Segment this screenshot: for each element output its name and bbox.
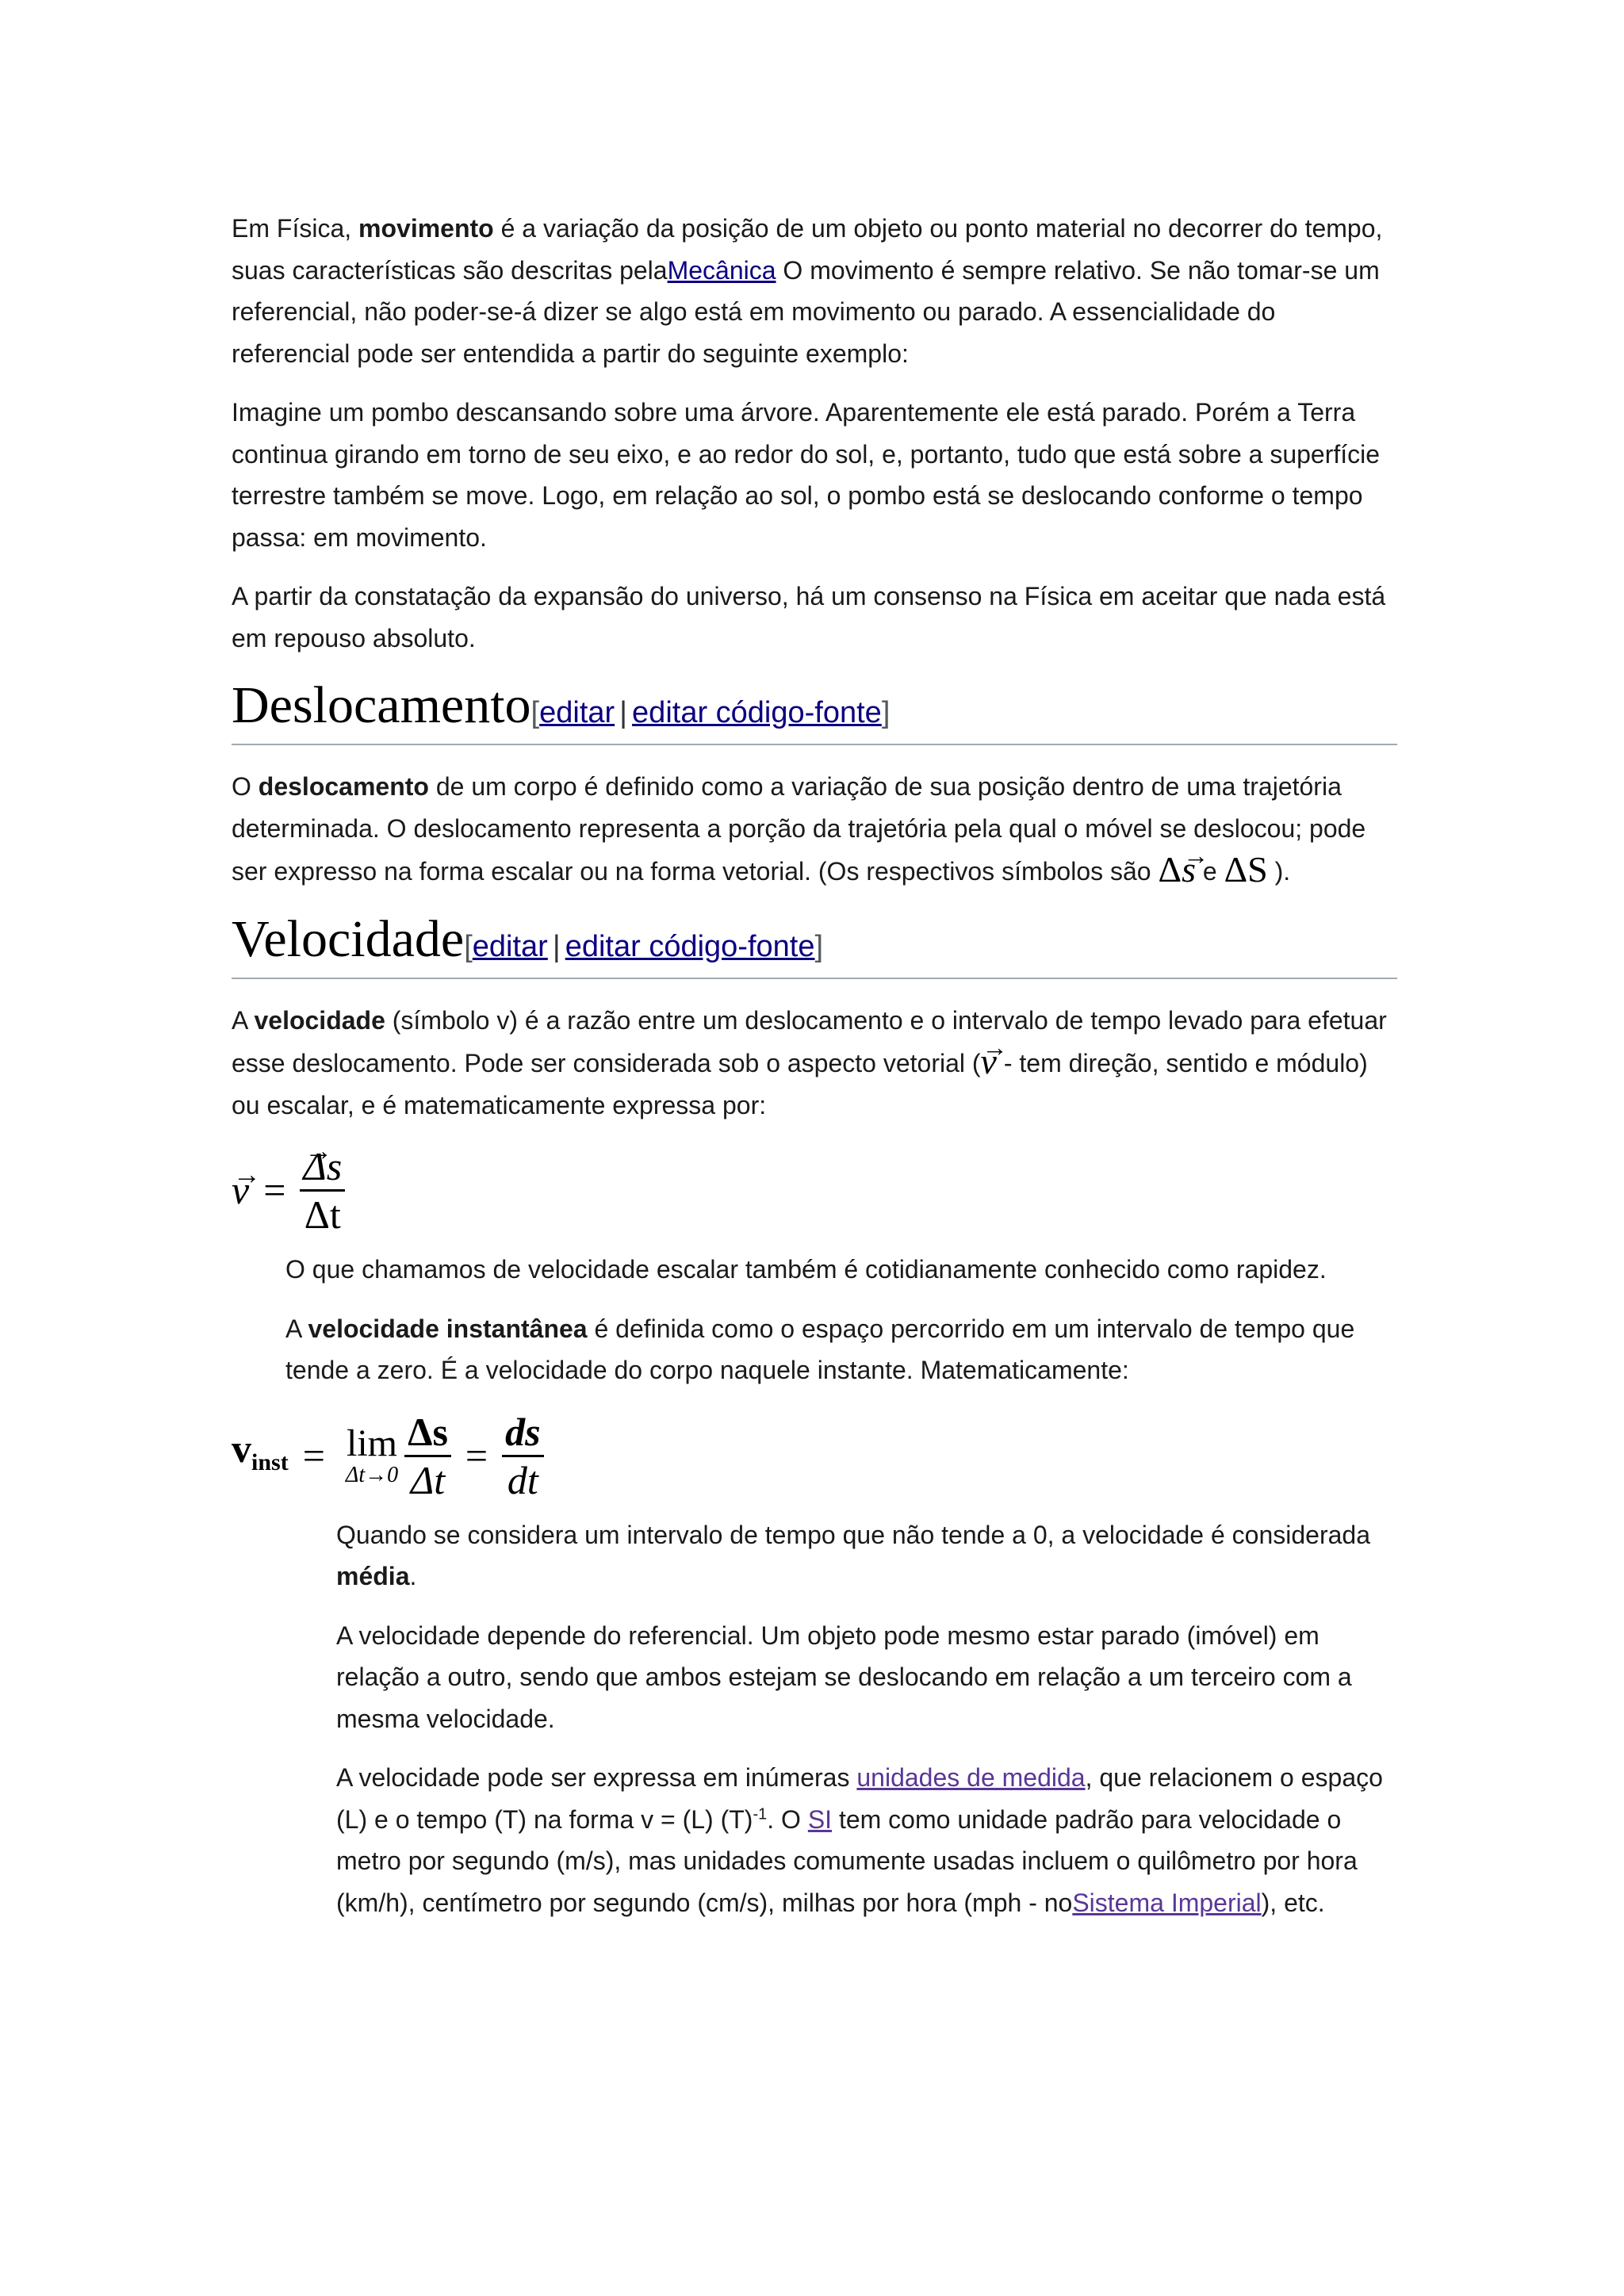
bracket: [ xyxy=(464,929,473,963)
fraction-denominator: Δt xyxy=(410,1457,446,1502)
lim-word: lim xyxy=(346,1422,397,1464)
edit-source-link[interactable]: editar código-fonte xyxy=(632,696,882,729)
link-unidades-de-medida[interactable]: unidades de medida xyxy=(856,1763,1086,1792)
edit-link[interactable]: editar xyxy=(472,929,548,963)
fraction-denominator: Δt xyxy=(304,1192,341,1237)
symbol-delta-s-scalar xyxy=(1224,849,1268,890)
formula-equals: = xyxy=(302,1433,325,1478)
text: e xyxy=(1195,857,1224,886)
edit-source-link[interactable]: editar código-fonte xyxy=(565,929,815,963)
heading-text: Velocidade xyxy=(232,909,465,968)
fraction-numerator: Δs xyxy=(408,1409,448,1454)
s-symbol: S xyxy=(1247,849,1268,890)
fraction-numerator xyxy=(300,1143,345,1189)
text: (símbolo v) é a razão entre um deslocamento e o intervalo de tempo levado para efetuar esse deslocamento. Pode ser considerada sob o aspecto vetorial ( xyxy=(232,1005,1387,1077)
formula-fraction-1 xyxy=(404,1409,451,1503)
delta-symbol: Δ xyxy=(1158,849,1182,890)
velocidade-paragraph-5: A velocidade depende do referencial. Um objeto pode mesmo estar parado (imóvel) em relação a outro, sendo que ambos estejam se deslocando em relação a um terceiro com a mesma velocidade. xyxy=(336,1621,1352,1733)
lim-subscript: Δt→0 xyxy=(345,1463,399,1487)
velocidade-paragraph-4 xyxy=(336,1514,1397,1598)
text: O movimento é sempre relativo. Se não tomar-se um referencial, não poder-se-á dizer se algo está em movimento ou parado. A essencialidade do referencial pode ser entendida a partir do seguinte exemplo: xyxy=(232,255,1380,368)
bold-term-deslocamento: deslocamento xyxy=(258,772,429,801)
formula-instant-velocity xyxy=(232,1409,1397,1503)
edit-links xyxy=(531,696,891,729)
bracket: ] xyxy=(881,696,891,729)
s-vector-symbol: s → xyxy=(1182,849,1196,891)
text: tem como unidade padrão para velocidade o metro por segundo (m/s), mas unidades comumente usadas incluem o quilômetro por hora (km/h), centímetro por segundo (cm/s), milhas por hora (mph - no xyxy=(336,1804,1358,1917)
text: ), etc. xyxy=(1261,1888,1325,1917)
link-sistema-imperial[interactable]: Sistema Imperial xyxy=(1072,1888,1262,1917)
bold-term-velocidade-instantanea: velocidade instantânea xyxy=(308,1314,588,1343)
formula-lhs xyxy=(232,1425,289,1484)
lhs-subscript: inst xyxy=(251,1448,289,1475)
text: - tem direção, sentido e módulo) ou escalar, e é matematicamente expressa por: xyxy=(232,1049,1368,1119)
text: , que relacionem o espaço (L) e o tempo (T) na forma v = (L) (T) xyxy=(336,1763,1383,1834)
formula-fraction-2 xyxy=(502,1409,543,1503)
formula-fraction xyxy=(300,1143,345,1238)
text: é definida como o espaço percorrido em um intervalo de tempo que tende a zero. É a velocidade do corpo naquele instante. Matematicamente: xyxy=(285,1314,1355,1384)
text: A velocidade pode ser expressa em inúmeras xyxy=(336,1763,857,1792)
text: . xyxy=(409,1562,417,1590)
delta-symbol: Δ xyxy=(1224,849,1248,890)
text: Quando se considera um intervalo de tempo que não tende a 0, a velocidade é considerada xyxy=(336,1520,1370,1549)
fraction-numerator: ds xyxy=(505,1409,541,1454)
bold-term-velocidade: velocidade xyxy=(254,1005,385,1035)
formula-equals: = xyxy=(465,1433,488,1478)
deslocamento-paragraph xyxy=(232,766,1397,893)
bracket: [ xyxy=(530,696,540,729)
bold-term-media: média xyxy=(336,1562,410,1590)
velocidade-paragraph-6 xyxy=(336,1757,1397,1923)
limit-operator xyxy=(346,1424,398,1487)
edit-links xyxy=(464,930,823,963)
intro-paragraph-3: A partir da constatação da expansão do universo, há um consenso na Física em aceitar que nada está em repouso absoluto. xyxy=(232,582,1386,652)
text: O xyxy=(232,772,259,801)
velocidade-paragraph-1 xyxy=(232,1000,1397,1127)
bold-term-movimento: movimento xyxy=(358,214,494,243)
text: . O xyxy=(767,1804,808,1834)
symbol-delta-s-vector xyxy=(1158,849,1196,890)
separator: | xyxy=(552,929,561,963)
velocidade-paragraph-3 xyxy=(285,1308,1397,1391)
formula-velocity xyxy=(232,1143,1397,1238)
numerator-text: Δs → xyxy=(303,1143,342,1189)
edit-link[interactable]: editar xyxy=(539,696,615,729)
text: Em Física, xyxy=(232,214,359,243)
text: A xyxy=(285,1314,308,1343)
link-si[interactable]: SI xyxy=(807,1804,833,1834)
text: ). xyxy=(1267,857,1291,886)
lhs-v: v xyxy=(232,1425,251,1471)
bracket: ] xyxy=(814,929,824,963)
article-body xyxy=(232,208,1397,1941)
velocidade-paragraph-2: O que chamamos de velocidade escalar também é cotidianamente conhecido como rapidez. xyxy=(285,1255,1327,1284)
formula-lhs: v → xyxy=(232,1169,249,1211)
intro-paragraph-1 xyxy=(232,208,1397,374)
v-vector-symbol: v → xyxy=(981,1041,997,1083)
link-mecanica[interactable]: Mecânica xyxy=(667,255,776,285)
fraction-denominator: dt xyxy=(507,1457,538,1502)
heading-deslocamento xyxy=(232,676,1397,745)
heading-velocidade xyxy=(232,910,1397,979)
separator: | xyxy=(619,696,628,729)
text: é a variação da posição de um objeto ou ponto material no decorrer do tempo, suas características são descritas pela xyxy=(232,214,1383,285)
text: A xyxy=(232,1005,255,1035)
heading-text: Deslocamento xyxy=(232,676,531,734)
formula-equals: = xyxy=(263,1168,286,1213)
text: de um corpo é definido como a variação de sua posição dentro de uma trajetória determinada. O deslocamento representa a porção da trajetória pela qual o móvel se deslocou; pode ser expresso na forma escalar ou na forma vetorial. (Os respectivos símbolos são xyxy=(232,772,1366,886)
intro-paragraph-2: Imagine um pombo descansando sobre uma árvore. Aparentemente ele está parado. Porém a Terra continua girando em torno de seu eixo, e ao redor do sol, e, portanto, tudo que está sobre a superfície terrestre também se move. Logo, em relação ao sol, o pombo está se deslocando conforme o tempo passa: em movimento. xyxy=(232,398,1381,552)
superscript-minus-one: -1 xyxy=(753,1804,768,1823)
